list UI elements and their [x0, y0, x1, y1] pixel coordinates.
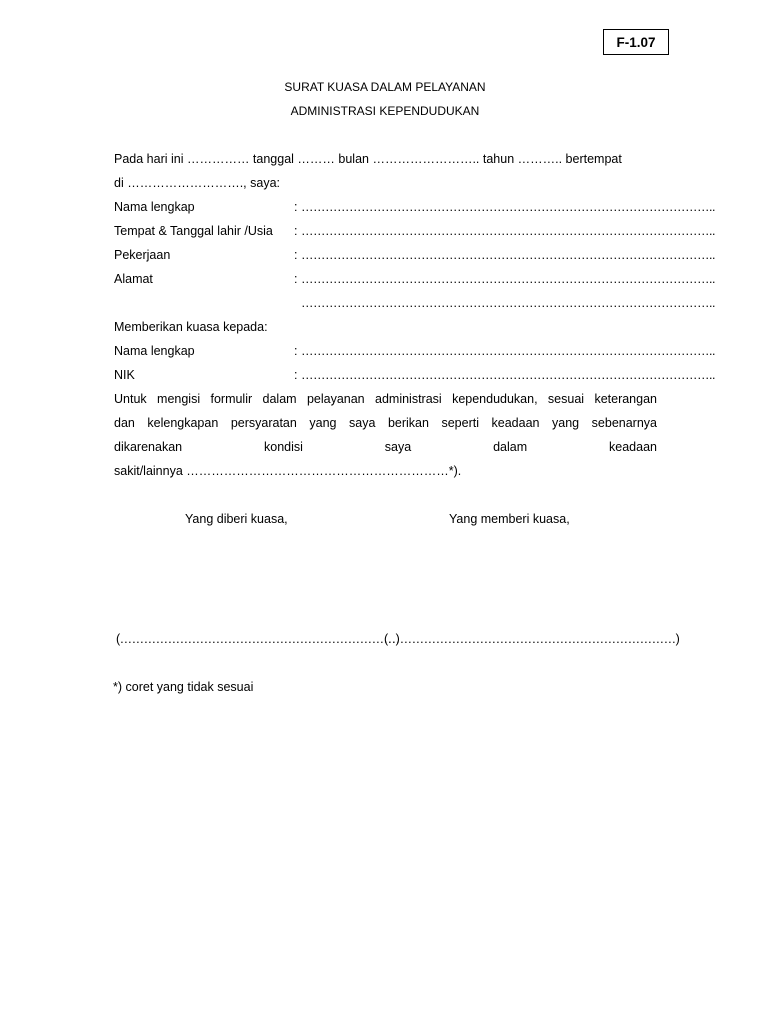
- intro-line-2: di ………………………., saya:: [114, 176, 280, 190]
- grantor-address-row-2: [114, 296, 715, 312]
- grantee-heading: Memberikan kuasa kepada:: [114, 320, 268, 334]
- grantee-name-field[interactable]: …………………………………………………………………………………………..: [301, 344, 715, 358]
- giver-signature-label: Yang memberi kuasa,: [449, 512, 570, 526]
- document-title-line-2: ADMINISTRASI KEPENDUDUKAN: [290, 104, 480, 118]
- giver-signature-line[interactable]: (………………………………………………………………): [384, 632, 680, 646]
- footnote: *) coret yang tidak sesuai: [113, 680, 254, 694]
- grantor-birth-row: [114, 224, 715, 240]
- intro-line-1: Pada hari ini …………… tanggal ……… bulan …………………….. tahun ……….. bertempat: [114, 152, 622, 166]
- grantor-job-field[interactable]: …………………………………………………………………………………………..: [301, 248, 715, 262]
- grantor-job-label: Pekerjaan: [114, 248, 171, 262]
- grantor-birth-colon: :: [294, 224, 298, 238]
- grantor-address-field-2[interactable]: …………………………………………………………………………………………..: [301, 296, 715, 310]
- grantee-nik-colon: :: [294, 368, 298, 382]
- grantor-birth-label: Tempat & Tanggal lahir /Usia: [114, 224, 273, 238]
- receiver-signature-line[interactable]: (……………………………………………………………): [116, 632, 400, 646]
- grantee-name-row: [114, 344, 715, 360]
- grantor-address-colon: :: [294, 272, 298, 286]
- form-code-box: F-1.07: [603, 29, 669, 55]
- grantor-job-colon: :: [294, 248, 298, 262]
- grantee-name-label: Nama lengkap: [114, 344, 195, 358]
- grantee-nik-row: [114, 368, 715, 384]
- grantor-name-label: Nama lengkap: [114, 200, 195, 214]
- purpose-line-1: Untuk mengisi formulir dalam pelayanan administrasi kependudukan, sesuai keterangan: [114, 392, 657, 406]
- document-title-line-1: SURAT KUASA DALAM PELAYANAN: [284, 80, 486, 94]
- grantee-nik-label: NIK: [114, 368, 135, 382]
- purpose-line-4: sakit/lainnya ………………………………………………………*).: [114, 464, 462, 478]
- grantor-address-row: [114, 272, 715, 288]
- grantee-nik-field[interactable]: …………………………………………………………………………………………..: [301, 368, 715, 382]
- grantor-name-colon: :: [294, 200, 298, 214]
- grantor-name-field[interactable]: …………………………………………………………………………………………..: [301, 200, 715, 214]
- purpose-line-3: dikarenakan kondisi saya dalam keadaan: [114, 440, 657, 454]
- grantee-name-colon: :: [294, 344, 298, 358]
- purpose-line-2: dan kelengkapan persyaratan yang saya berikan seperti keadaan yang sebenarnya: [114, 416, 657, 430]
- grantor-address-label: Alamat: [114, 272, 153, 286]
- grantor-birth-field[interactable]: …………………………………………………………………………………………..: [301, 224, 715, 238]
- grantor-name-row: [114, 200, 715, 216]
- receiver-signature-label: Yang diberi kuasa,: [185, 512, 288, 526]
- grantor-address-field[interactable]: …………………………………………………………………………………………..: [301, 272, 715, 286]
- grantor-job-row: [114, 248, 715, 264]
